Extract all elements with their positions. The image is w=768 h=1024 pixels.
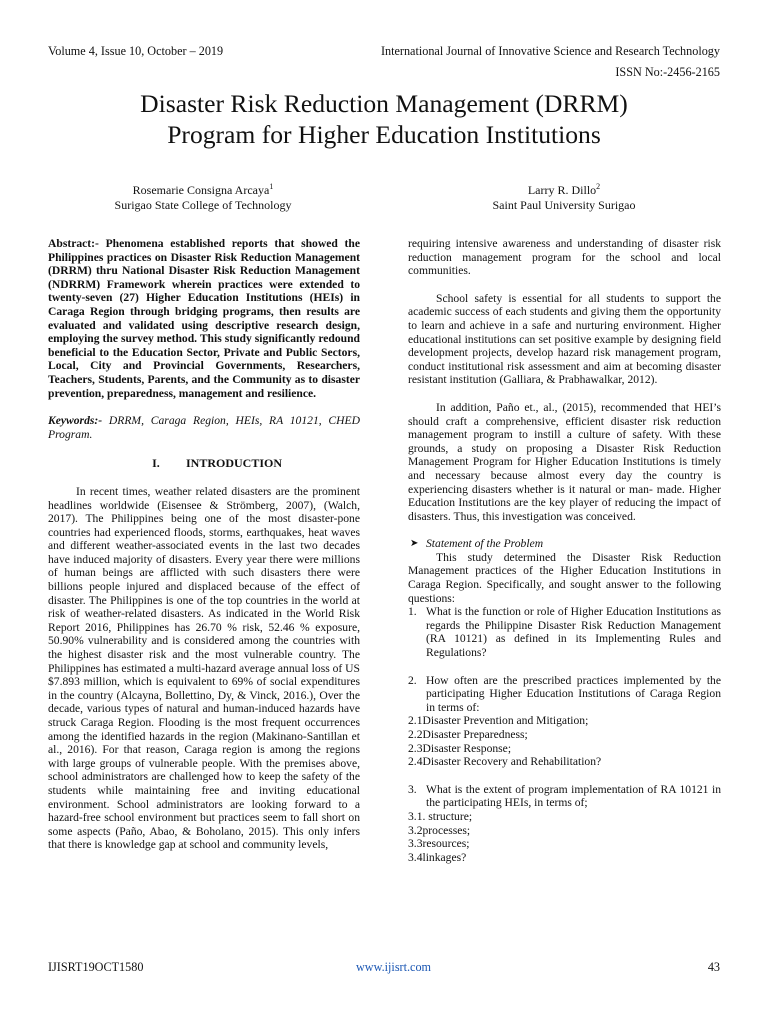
statement-of-problem-heading (408, 537, 721, 551)
author-1-sup: 1 (269, 182, 274, 191)
question-3-subitem: 3.4linkages? (408, 850, 467, 864)
author-1-name: Rosemarie Consigna Arcaya (132, 183, 270, 197)
question-1-text: What is the function or role of Higher Education Institutions as regards the Philippine Disaster Risk Reduction Management (RA 10121) as defined in its Implementing Rules and Regulations? (426, 605, 721, 660)
intro-paragraph: In recent times, weather related disasters are the prominent headlines worldwide (Eisensee & Strömberg, 2007), (Walch, 2017). The Philippines being one of the most disaster-pone countries had experienced floods, storms, earthquakes, heat waves and different weather-associated events in the last two decades have induced majority of disasters. Every year there were millions of human beings are afflicted with such disasters there were billions people injured and displaced because of the effect of disaster. The Philippines is one of the top countries in the world at risk of weather-related disasters. As indicated in the World Risk Report 2016, Philippines has 26.70 % risk, 52.46 % exposure, 50.90% vulnerability and is considered among the countries with the highest disaster risk and the most vulnerable country. The Philippines has estimated a multi-hazard average annual loss of US $7.893 million, which is equivalent to 69% of social expenditures in the country (Alcayna, Bollettino, Dy, & Vinck, 2016.), Over the decade, various types of natural and human-induced hazards have struck Caraga Region. Flooding is the most frequent occurrences among the identified hazards in the region (Makinano-Santillan et al., 2016). For that reason, Caraga region is among the regions with large groups of vulnerable people. With the premises above, school administrators are challenged how to keep the safety of the students while maintaining free and inviting educational environment. School administrators are looking forward to a hazard-free school environment but practices seem to fall short on some aspects (Paño, Abao, & Boholano, 2015). This only infers that there is knowledge gap at school and community levels, (48, 484, 360, 852)
question-2 (408, 674, 721, 715)
paragraph-in-addition: In addition, Paño et., al., (2015), recommended that HEI’s should craft a comprehensive, efficient disaster risk reduction management program to instill a culture of safety. With these grounds, a study on proposing a Disaster Risk Reduction Management Program for Higher Education Institutions is timely and necessary because almost every day the country is experiencing disasters whether is it natural or man- made. Higher Education Institutions are the key player of reducing the impact of disasters. Thus, this investigation was conceived. (408, 400, 721, 523)
question-2-text: How often are the prescribed practices implemented by the participating Higher Education Institutions of Caraga Region in terms of: (426, 673, 721, 714)
problem-intro: This study determined the Disaster Risk Reduction Management practices of the Higher Education Institutions in Caraga Region. Specifically, and sought answer to the following questions: (408, 550, 721, 605)
question-1 (408, 605, 721, 659)
author-2-affiliation: Saint Paul University Surigao (492, 197, 636, 212)
question-2-subitem: 2.2Disaster Preparedness; (408, 728, 528, 741)
question-3-subitem: 3.3resources; (408, 837, 470, 851)
author-2-name: Larry R. Dillo (527, 183, 597, 197)
right-column (408, 237, 721, 864)
section-title: INTRODUCTION (185, 456, 282, 471)
author-2 (493, 180, 636, 212)
keywords (48, 414, 360, 441)
keywords-label: Keywords:- (48, 414, 103, 428)
paragraph-school-safety: School safety is essential for all students to support the academic success of each students and giving them the opportunity to learn and achieve in a safe and nurturing environment. Higher educational institutions can set positive example by designing field development projects, develop hazard risk management program, conduct institutional risk assessment and aim at becoming disaster resistant institution (Galliara, & Prabhawalkar, 2012). (408, 291, 721, 387)
title-line-1: Disaster Risk Reduction Management (DRRM) (140, 89, 628, 118)
author-2-sup: 2 (596, 182, 601, 191)
section-heading-introduction (48, 457, 360, 471)
question-3-number: 3. (408, 782, 417, 796)
keywords-text: DRRM, Caraga Region, HEIs, RA 10121, CHED Program. (48, 414, 360, 441)
journal-name: International Journal of Innovative Science and Research Technology (380, 44, 720, 58)
question-1-number: 1. (408, 605, 417, 619)
paragraph-continuation: requiring intensive awareness and understanding of disaster risk reduction management program for the school and local communities. (408, 237, 721, 278)
question-2-subitem: 2.3Disaster Response; (408, 741, 512, 755)
author-1-affiliation: Surigao State College of Technology (114, 197, 292, 212)
paper-id: IJISRT19OCT1580 (48, 960, 144, 974)
arrow-bullet-icon: ➤ (410, 538, 419, 550)
question-3-subitem: 3.2processes; (408, 823, 471, 837)
page-number: 43 (707, 960, 720, 974)
website-link[interactable]: www.ijisrt.com (356, 960, 432, 974)
left-column (48, 237, 360, 852)
question-3-subitem: 3.1. structure; (408, 809, 473, 823)
section-number: I. (152, 456, 160, 471)
issn: ISSN No:-2456-2165 (615, 65, 720, 79)
question-2-number: 2. (408, 673, 417, 687)
question-3 (408, 783, 721, 810)
question-2-subitem: 2.1Disaster Prevention and Mitigation; (408, 714, 589, 728)
abstract: Abstract:- Phenomena established reports that showed the Philippines practices on Disaster Risk Reduction Management (DRRM) thru National Disaster Risk Reduction Management (NDRRM) Framework wherein practices were extended to twenty-seven (27) Higher Education Institutions (HEIs) in Caraga Region through bridging programs, then results are evaluated and validated using descriptive research design, employing the survey method. This study significantly redound beneficial to the Education Sector, Private and Public Sectors, Local, City and Provincial Governments, Researchers, Teachers, Students, Parents, and the Community as to disaster prevention, preparedness, management and resilience. (48, 237, 360, 400)
author-1 (115, 180, 292, 212)
question-3-text: What is the extent of program implementation of RA 10121 in the participating HEIs, in terms of; (426, 782, 721, 810)
paper-title (0, 88, 768, 150)
problem-heading-text: Statement of the Problem (426, 537, 544, 551)
title-line-2: Program for Higher Education Institutions (167, 120, 601, 149)
volume-info: Volume 4, Issue 10, October – 2019 (48, 44, 224, 58)
question-2-subitem: 2.4Disaster Recovery and Rehabilitation? (408, 755, 602, 769)
